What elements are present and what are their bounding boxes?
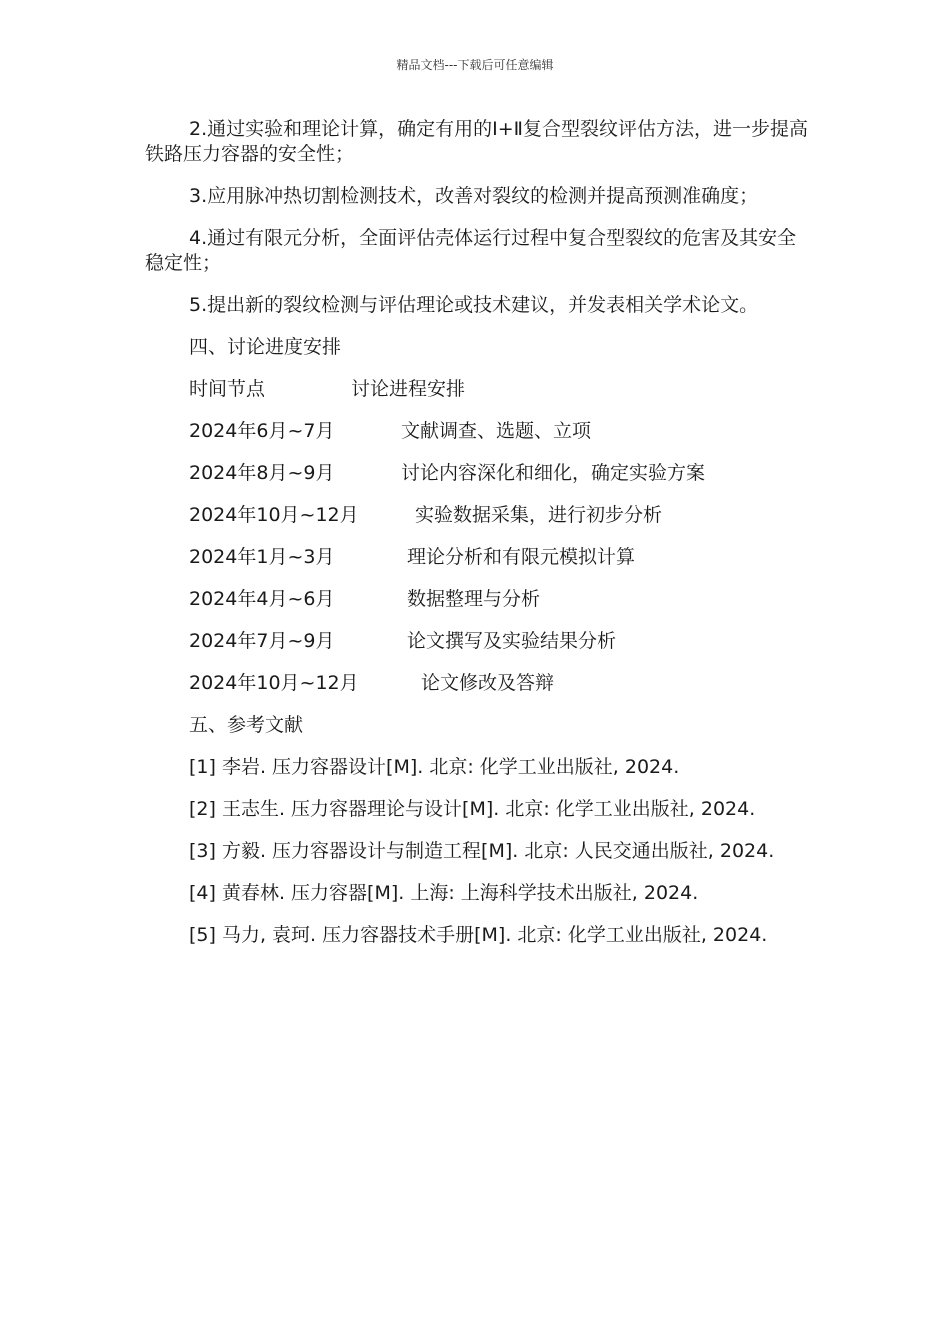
goal-paragraph: 3.应用脉冲热切割检测技术，改善对裂纹的检测并提高预测准确度； (189, 185, 759, 207)
schedule-plan: 论文撰写及实验结果分析 (407, 630, 617, 652)
schedule-plan: 数据整理与分析 (407, 588, 541, 610)
schedule-row (189, 545, 810, 570)
schedule-time: 2024年4月~6月 (189, 588, 335, 610)
goal-paragraph: 5.提出新的裂纹检测与评估理论或技术建议，并发表相关学术论文。 (189, 294, 759, 316)
schedule-time: 2024年10月~12月 (189, 672, 359, 694)
reference-item: [1] 李岩. 压力容器设计[M]. 北京: 化学工业出版社, 2024. (189, 756, 680, 778)
reference-item: [2] 王志生. 压力容器理论与设计[M]. 北京: 化学工业出版社, 2024. (189, 798, 756, 820)
section-heading-schedule: 四、讨论进度安排 (189, 336, 342, 358)
schedule-row (189, 671, 810, 696)
section-heading-references: 五、参考文献 (189, 714, 304, 736)
schedule-plan: 讨论内容深化和细化，确定实验方案 (401, 462, 706, 484)
schedule-time: 2024年8月~9月 (189, 462, 335, 484)
schedule-row (189, 629, 810, 654)
schedule-plan: 文献调查、选题、立项 (401, 420, 592, 442)
reference-item: [5] 马力, 袁珂. 压力容器技术手册[M]. 北京: 化学工业出版社, 2024. (189, 924, 768, 946)
reference-item: [3] 方毅. 压力容器设计与制造工程[M]. 北京: 人民交通出版社, 2024. (189, 840, 775, 862)
page-header: 精品文档---下载后可任意编辑 (396, 58, 554, 72)
schedule-col-plan: 讨论进程安排 (351, 378, 466, 400)
reference-item: [4] 黄春林. 压力容器[M]. 上海: 上海科学技术出版社, 2024. (189, 882, 699, 904)
goal-paragraph: 4.通过有限元分析，全面评估壳体运行过程中复合型裂纹的危害及其安全稳定性； (145, 227, 797, 274)
schedule-row (189, 419, 810, 444)
schedule-col-time: 时间节点 (189, 378, 266, 400)
schedule-header-row (189, 377, 810, 402)
schedule-plan: 论文修改及答辩 (421, 672, 555, 694)
document-body (145, 117, 810, 965)
schedule-row (189, 503, 810, 528)
schedule-time: 2024年6月~7月 (189, 420, 335, 442)
schedule-time: 2024年7月~9月 (189, 630, 335, 652)
goal-paragraph: 2.通过实验和理论计算，确定有用的Ⅰ+Ⅱ复合型裂纹评估方法，进一步提高铁路压力容器的安全性； (145, 118, 809, 165)
schedule-row (189, 461, 810, 486)
schedule-time: 2024年1月~3月 (189, 546, 335, 568)
schedule-plan: 理论分析和有限元模拟计算 (407, 546, 636, 568)
schedule-time: 2024年10月~12月 (189, 504, 359, 526)
schedule-plan: 实验数据采集，进行初步分析 (415, 504, 663, 526)
schedule-row (189, 587, 810, 612)
